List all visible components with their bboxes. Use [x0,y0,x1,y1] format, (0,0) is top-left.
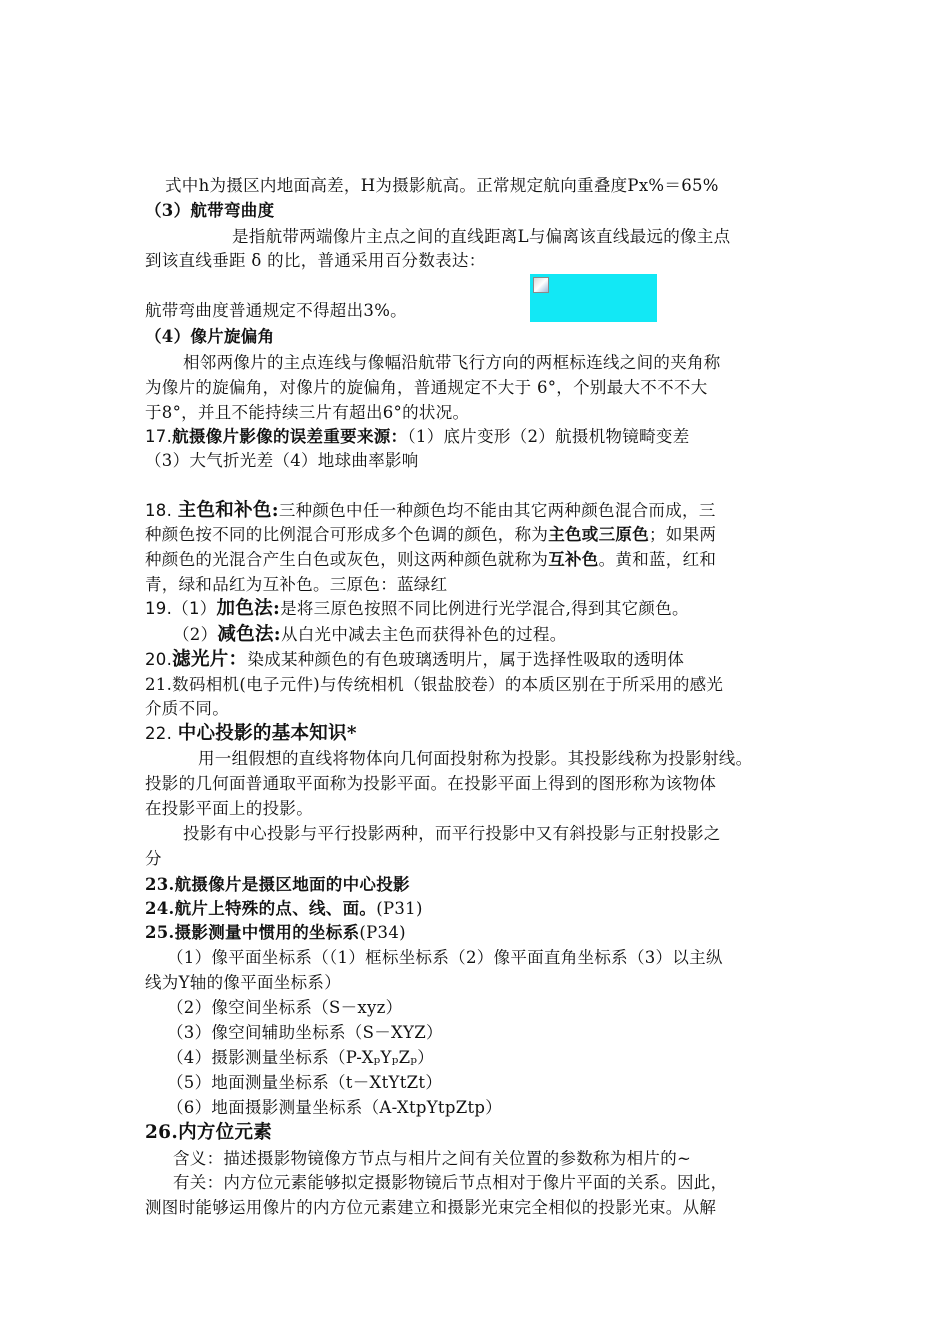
item-heading: 滤光片： [172,649,248,670]
item-text: 三种颜色中任一种颜色均不能由其它两种颜色混合而成，三 [278,501,716,520]
item-22 [145,723,357,745]
item-heading: 加色法: [216,598,281,619]
item-number: 22. [145,724,178,743]
text-line: 是指航带两端像片主点之间的直线距离L与偏离该直线最远的像主点 [232,227,731,246]
text-line: （1）像平面坐标系（（1）框标坐标系（2）像平面直角坐标系（3）以主纵 [167,948,723,967]
text-line: 分 [145,849,162,868]
text-line: （3）大气折光差（4）地球曲率影响 [145,451,419,470]
item-18 [145,500,716,522]
text-line: （2）像空间坐标系（S－xyz） [167,998,403,1017]
text-line: （5）地面测量坐标系（t－XtYtZt） [167,1073,443,1092]
item-heading: 减色法: [217,624,281,645]
item-number: 17. [145,427,173,446]
text-line: 航带弯曲度普通规定不得超出3%。 [145,301,407,320]
text-line: 含义：描述摄影物镜像方节点与相片之间有关位置的参数称为相片的~ [173,1149,692,1168]
text-segment: 种颜色按不同的比例混合可形成多个色调的颜色，称为 [145,525,549,544]
item-heading: 主色和补色: [177,500,279,521]
text-segment: 。黄和蓝，红和 [598,550,717,569]
text-line: 介质不同。 [145,699,229,718]
item-20 [145,649,684,671]
text-line: 投影的几何面普通取平面称为投影平面。在投影平面上得到的图形称为该物体 [145,774,717,793]
subheading-rotation-angle: （4）像片旋偏角 [145,327,275,346]
text-line: 用一组假想的直线将物体向几何面投射称为投影。其投影线称为投影射线。 [198,749,753,768]
text-line [145,549,716,571]
subheading-route-curvature: （3）航带弯曲度 [145,201,275,220]
item-text: 染成某种颜色的有色玻璃透明片，属于选择性吸取的透明体 [247,650,685,669]
item-number: 20. [145,650,173,669]
item-24 [145,898,423,920]
text-line: （6）地面摄影测量坐标系（A-XtpYtpZtp） [167,1098,503,1117]
text-line: 青，绿和品红为互补色。三原色：蓝绿红 [145,575,448,594]
term-primary-colors: 主色或三原色 [548,525,650,544]
term-complementary-colors: 互补色 [548,550,599,569]
text-line: 线为Y轴的像平面坐标系） [145,973,341,992]
formula-image [530,274,657,322]
item-text: (P31) [376,899,423,918]
text-line: 到该直线垂距 δ 的比，普通采用百分数表达： [145,251,486,270]
text-segment: 种颜色的光混合产生白色或灰色，则这两种颜色就称为 [145,550,549,569]
item-text: （1）底片变形（2）航摄机物镜畸变差 [407,427,690,446]
text-line: （4）摄影测量坐标系（P-XₚYₚZₚ） [167,1048,435,1067]
broken-image-icon [533,277,549,293]
item-21: 21.数码相机(电子元件)与传统相机（银盐胶卷）的本质区别在于所采用的感光 [145,675,724,694]
item-text: 从白光中减去主色而获得补色的过程。 [280,625,567,644]
item-text: (P34) [359,923,406,942]
item-number: 18. [145,501,178,520]
text-line: 相邻两像片的主点连线与像幅沿航带飞行方向的两框标连线之间的夹角称 [183,353,721,372]
item-26: 26.内方位元素 [145,1122,273,1143]
item-23: 23.航摄像片是摄区地面的中心投影 [145,875,410,894]
item-19-2 [173,624,567,646]
item-number: 19.（1） [145,599,217,618]
item-number: （2） [173,625,218,644]
text-line: 在投影平面上的投影。 [145,799,313,818]
text-line: 投影有中心投影与平行投影两种，而平行投影中又有斜投影与正射投影之 [183,824,721,843]
item-heading: 24.航片上特殊的点、线、面。 [145,899,377,918]
text-line: 式中h为摄区内地面高差，H为摄影航高。正常规定航向重叠度Px%＝65% [165,176,719,195]
text-line: 为像片的旋偏角，对像片的旋偏角，普通规定不大于 6°，个别最大不不不大 [145,378,708,397]
item-25 [145,922,406,944]
item-heading: 航摄像片影像的误差重要来源： [172,427,408,446]
item-17 [145,426,690,448]
text-line: 于8°，并且不能持续三片有超出6°的状况。 [145,403,470,422]
item-19 [145,598,689,620]
item-text: 是将三原色按照不同比例进行光学混合,得到其它颜色。 [280,599,689,618]
item-heading: 25.摄影测量中惯用的坐标系 [145,923,360,942]
text-line: （3）像空间辅助坐标系（S－XYZ） [167,1023,443,1042]
text-line: 测图时能够运用像片的内方位元素建立和摄影光束完全相似的投影光束。从解 [145,1198,717,1217]
text-segment: ；如果两 [649,525,717,544]
item-heading: 中心投影的基本知识* [177,723,357,744]
text-line [145,524,716,546]
text-line: 有关：内方位元素能够拟定摄影物镜后节点相对于像片平面的关系。因此， [173,1173,728,1192]
